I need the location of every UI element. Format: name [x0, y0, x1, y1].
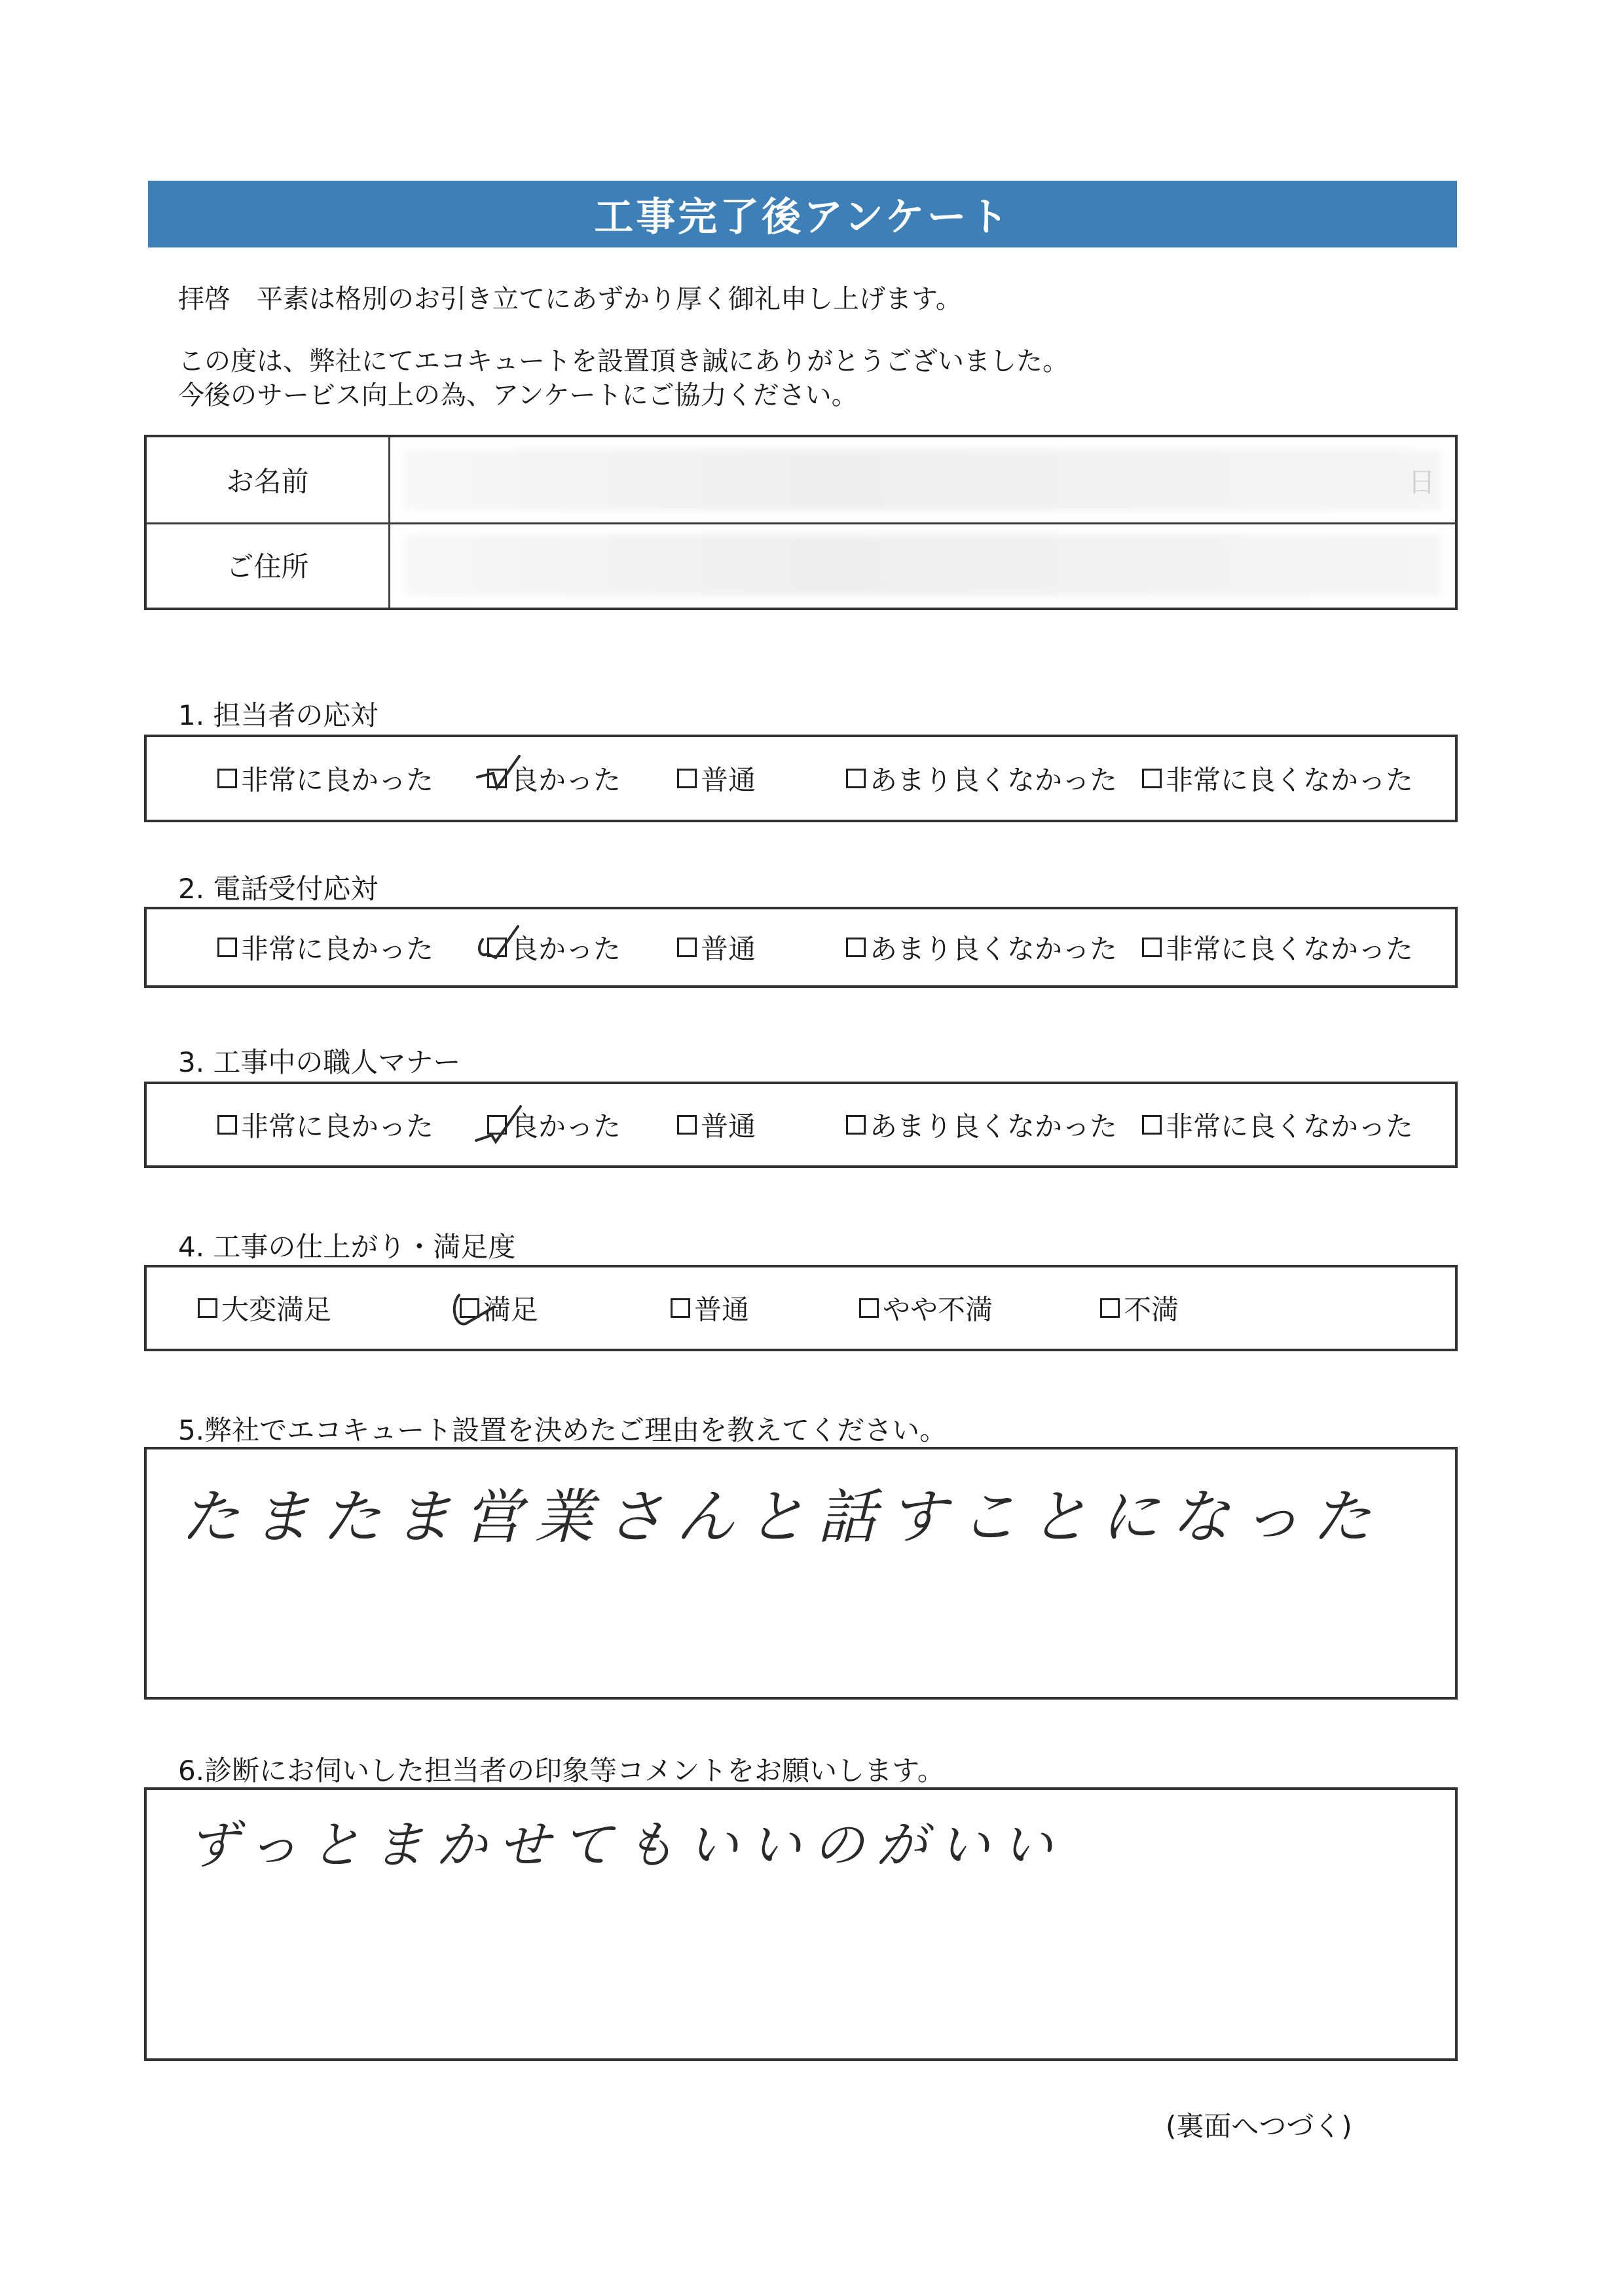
customer-info-table: [144, 435, 1458, 610]
q5-handwritten-answer: たまたま営業さんと話すことになった: [181, 1483, 1383, 1552]
q3-option-average[interactable]: 普通: [677, 1105, 756, 1144]
q2-option-average[interactable]: 普通: [677, 928, 756, 967]
handwritten-check-icon: [473, 751, 526, 803]
q2-options: [144, 907, 1458, 988]
checkbox[interactable]: [677, 938, 697, 957]
q4-option-very-satisfied[interactable]: 大変満足: [198, 1288, 331, 1328]
checkbox[interactable]: [1142, 769, 1162, 788]
address-field[interactable]: [392, 522, 1455, 608]
q6-handwritten-answer: ずっとまかせてもいいのがいい: [187, 1816, 1065, 1875]
checkbox-checked[interactable]: [460, 1298, 479, 1318]
checkbox[interactable]: [1100, 1298, 1120, 1318]
checkbox[interactable]: [198, 1298, 217, 1318]
handwritten-check-icon: [446, 1281, 498, 1333]
q2-option-very-bad[interactable]: 非常に良くなかった: [1142, 928, 1413, 967]
q3-options: [144, 1082, 1458, 1168]
intro-line-1: この度は、弊社にてエコキュートを設置頂き誠にありがとうございました。: [178, 346, 1069, 376]
handwritten-check-icon: [473, 1097, 526, 1150]
checkbox[interactable]: [846, 938, 866, 957]
checkbox[interactable]: [671, 1298, 690, 1318]
checkbox-checked[interactable]: [487, 1115, 507, 1135]
continued-on-back-note: (裏面へつづく): [1166, 2110, 1352, 2142]
q3-option-good[interactable]: 良かった: [487, 1105, 621, 1144]
q1-option-very-good[interactable]: 非常に良かった: [217, 759, 434, 798]
handwritten-check-icon: [473, 920, 526, 972]
checkbox[interactable]: [217, 769, 237, 788]
survey-title: 工事完了後アンケート: [148, 181, 1457, 247]
checkbox[interactable]: [1142, 1115, 1162, 1135]
greeting-text: 拝啓 平素は格別のお引き立てにあずかり厚く御礼申し上げます。: [178, 284, 962, 314]
q3-heading: 3. 工事中の職人マナー: [178, 1046, 461, 1078]
q6-heading: 6.診断にお伺いした担当者の印象等コメントをお願いします。: [178, 1755, 945, 1787]
q5-heading: 5.弊社でエコキュート設置を決めたご理由を教えてください。: [178, 1414, 948, 1446]
q1-option-not-good[interactable]: あまり良くなかった: [846, 759, 1117, 798]
q3-option-very-bad[interactable]: 非常に良くなかった: [1142, 1105, 1413, 1144]
q5-answer-box[interactable]: [144, 1447, 1458, 1700]
q1-option-very-bad[interactable]: 非常に良くなかった: [1142, 759, 1413, 798]
q1-heading: 1. 担当者の応対: [178, 699, 378, 731]
checkbox[interactable]: [217, 938, 237, 957]
q1-option-average[interactable]: 普通: [677, 759, 756, 798]
q2-option-good[interactable]: 良かった: [487, 928, 621, 967]
checkbox[interactable]: [846, 769, 866, 788]
day-suffix-label: 日: [1407, 466, 1435, 498]
q2-option-not-good[interactable]: あまり良くなかった: [846, 928, 1117, 967]
checkbox[interactable]: [677, 1115, 697, 1135]
q6-answer-box[interactable]: [144, 1787, 1458, 2061]
redacted-address: [405, 534, 1442, 596]
name-field[interactable]: [392, 437, 1455, 522]
intro-line-2: 今後のサービス向上の為、アンケートにご協力ください。: [178, 380, 858, 410]
checkbox[interactable]: [846, 1115, 866, 1135]
q2-heading: 2. 電話受付応対: [178, 873, 378, 905]
q4-option-average[interactable]: 普通: [671, 1288, 749, 1328]
checkbox-checked[interactable]: [487, 938, 507, 957]
q4-option-slightly-unsatisfied[interactable]: やや不満: [859, 1288, 993, 1328]
address-label: ご住所: [147, 522, 390, 608]
redacted-name: [405, 449, 1442, 511]
q1-option-good[interactable]: 良かった: [487, 759, 621, 798]
q4-options: [144, 1265, 1458, 1351]
name-row: [147, 437, 1455, 524]
q4-option-satisfied[interactable]: 満足: [460, 1288, 538, 1328]
q3-option-not-good[interactable]: あまり良くなかった: [846, 1105, 1117, 1144]
name-label: お名前: [147, 437, 390, 522]
checkbox-checked[interactable]: [487, 769, 507, 788]
q2-option-very-good[interactable]: 非常に良かった: [217, 928, 434, 967]
q4-option-unsatisfied[interactable]: 不満: [1100, 1288, 1179, 1328]
q1-options: [144, 735, 1458, 822]
address-row: [147, 522, 1455, 608]
checkbox[interactable]: [217, 1115, 237, 1135]
checkbox[interactable]: [1142, 938, 1162, 957]
q3-option-very-good[interactable]: 非常に良かった: [217, 1105, 434, 1144]
checkbox[interactable]: [859, 1298, 879, 1318]
q4-heading: 4. 工事の仕上がり・満足度: [178, 1231, 516, 1263]
checkbox[interactable]: [677, 769, 697, 788]
